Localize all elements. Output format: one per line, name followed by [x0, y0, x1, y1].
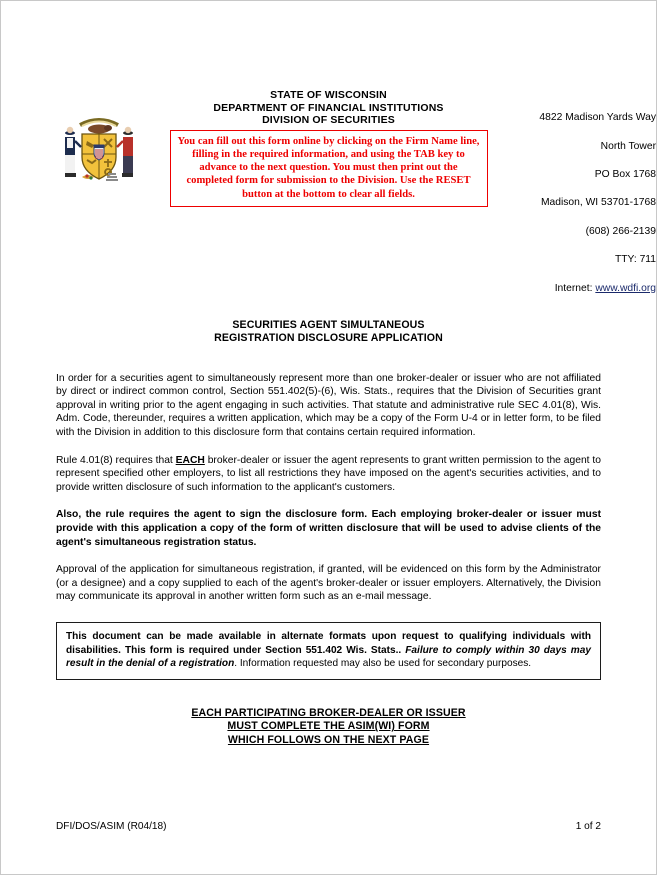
- paragraph-written-permission: [56, 454, 601, 495]
- address-line-tty: TTY: 711: [614, 254, 656, 266]
- form-title-line-1: SECURITIES AGENT SIMULTANEOUS: [232, 318, 425, 331]
- paragraph-2-emphasis-each: EACH: [175, 454, 205, 466]
- page-content-area: [1, 1, 656, 874]
- paragraph-2-text-before: Rule 4.01(8) requires that: [56, 454, 176, 466]
- notice-normal-text: . Information requested may also be used for secondary purposes.: [234, 658, 532, 670]
- body-section: [56, 372, 601, 604]
- closing-notice-line-2: MUST COMPLETE THE ASIM(WI) FORM: [227, 720, 430, 733]
- paragraph-2-text-after: broker-dealer or issuer the agent represents to grant written permission to the agent to represent specified other employers, to list all restrictions they have imposed on the agent's securities activities, and to provide written disclosure of such information to the applicant's customers.: [56, 454, 601, 493]
- paragraph-approval-process: Approval of the application for simultaneous registration, if granted, will be evidenced on this form by the Administrator (or a designee) and a copy supplied to each of the agent's broker-dealer or issuer employers. Alternatively, the Division may communicate its approval in another written form such as an e-mail message.: [56, 564, 601, 603]
- footer-form-id: DFI/DOS/ASIM (R04/18): [56, 821, 167, 832]
- form-title: [56, 319, 601, 346]
- notice-bold-text: This document can be made available in alternate formats upon request to qualifying individuals with disabilities. This form is required under Section 551.402 Wis. Stats..: [66, 630, 591, 656]
- notice-bold-italic-text: Failure to comply within 30 days may result in the denial of a registration: [66, 644, 591, 670]
- address-line-city-state-zip: Madison, WI 53701-1768: [540, 197, 656, 209]
- closing-notice-line-1: EACH PARTICIPATING BROKER-DEALER OR ISSUER: [191, 706, 466, 719]
- address-line-building: North Tower: [600, 140, 656, 152]
- address-line-pobox: PO Box 1768: [594, 169, 656, 181]
- agency-website-link[interactable]: www.wdfi.org: [595, 282, 656, 294]
- agency-header-line-2: DEPARTMENT OF FINANCIAL INSTITUTIONS: [213, 101, 444, 114]
- internet-label: Internet:: [554, 282, 593, 294]
- agency-address-block: [539, 97, 656, 310]
- address-line-internet: [539, 282, 656, 296]
- accessibility-and-compliance-notice-box: [56, 622, 601, 680]
- paragraph-statutory-authority: In order for a securities agent to simultaneously represent more than one broker-dealer or issuer who are not affiliated by direct or indirect common control, Section 551.402(5)-(6), Wis. Stats., requires that the Division of Securities grant approval in writing prior to the agent engaging in such activities. That statute and administrative rule SEC 4.01(8), Wis. Adm. Code, thereunder, requires a written application, which may be a copy of the Form U-4 or in letter form, to be filed with the Division in addition to this disclosure form that contains certain required information.: [56, 372, 601, 438]
- page-footer: [56, 821, 601, 832]
- wisconsin-state-coat-of-arms-icon: [56, 113, 142, 185]
- agency-header-line-1: STATE OF WISCONSIN: [270, 89, 387, 101]
- agency-header-line-3: DIVISION OF SECURITIES: [262, 114, 395, 127]
- closing-notice-line-3: WHICH FOLLOWS ON THE NEXT PAGE: [227, 733, 430, 746]
- footer-page-number: 1 of 2: [575, 821, 601, 832]
- address-line-street: 4822 Madison Yards Way: [539, 112, 656, 124]
- form-title-line-2: REGISTRATION DISCLOSURE APPLICATION: [214, 332, 443, 345]
- online-fill-instructions-box: You can fill out this form online by clicking on the Firm Name line, filling in the required information, and using the TAB key to advance to the next question. You must then print out the completed form for submission to the Division. Use the RESET button at the bottom to clear all fields.: [170, 130, 488, 207]
- paragraph-signature-requirement: Also, the rule requires the agent to sign the disclosure form. Each employing broker-dealer or issuer must provide with this application a copy of the form of written disclosure that will be used to advise clients of the agent's simultaneous registration status.: [56, 509, 601, 548]
- address-line-phone: (608) 266-2139: [585, 225, 656, 237]
- closing-notice: [56, 707, 601, 748]
